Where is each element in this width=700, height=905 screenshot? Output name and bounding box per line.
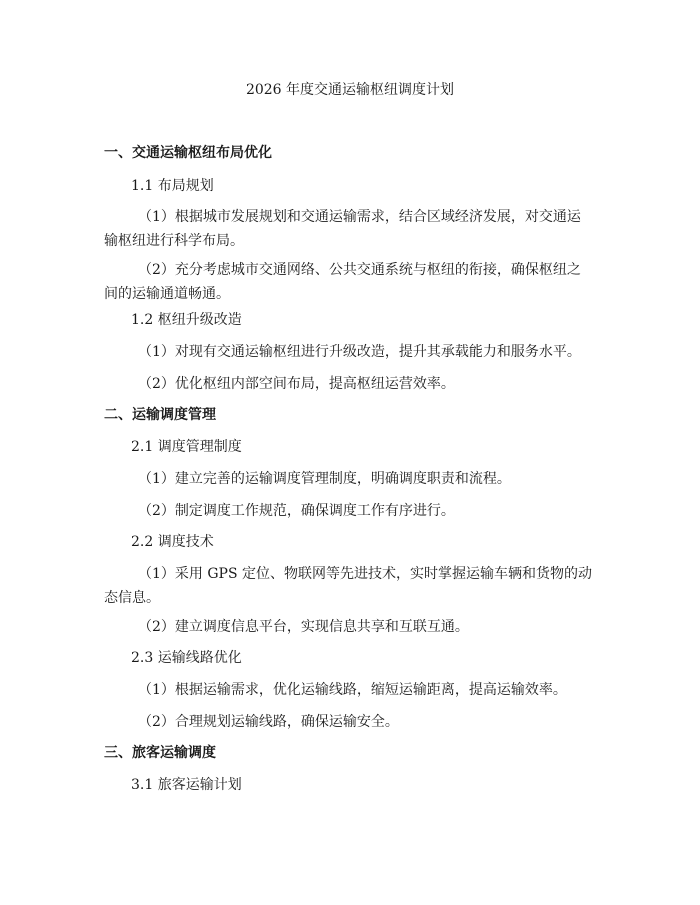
paragraph-1-2-2: （2）优化枢纽内部空间布局，提高枢纽运营效率。 bbox=[138, 376, 455, 392]
subsection-heading-1-2: 1.2 枢纽升级改造 bbox=[131, 312, 242, 328]
paragraph-2-2-2: （2）建立调度信息平台，实现信息共享和互联互通。 bbox=[138, 619, 469, 635]
section-heading-3: 三、旅客运输调度 bbox=[104, 745, 216, 761]
subsection-heading-2-2: 2.2 调度技术 bbox=[131, 534, 214, 550]
paragraph-1-1-2: （2）充分考虑城市交通网络、公共交通系统与枢纽的衔接，确保枢纽之间的运输通道畅通。 bbox=[104, 262, 581, 302]
paragraph-2-2-1: （1）采用 GPS 定位、物联网等先进技术，实时掌握运输车辆和货物的动态信息。 bbox=[104, 566, 593, 606]
paragraph-2-1-1: （1）建立完善的运输调度管理制度，明确调度职责和流程。 bbox=[138, 471, 511, 487]
paragraph-2-3-1: （1）根据运输需求，优化运输线路，缩短运输距离，提高运输效率。 bbox=[138, 682, 567, 698]
paragraph-2-3-2: （2）合理规划运输线路，确保运输安全。 bbox=[138, 714, 399, 730]
section-heading-2: 二、运输调度管理 bbox=[104, 407, 216, 423]
paragraph-1-1-1: （1）根据城市发展规划和交通运输需求，结合区域经济发展，对交通运输枢纽进行科学布局。 bbox=[104, 209, 581, 249]
subsection-heading-2-1: 2.1 调度管理制度 bbox=[131, 439, 242, 455]
paragraph-2-1-2: （2）制定调度工作规范，确保调度工作有序进行。 bbox=[138, 503, 455, 519]
section-heading-1: 一、交通运输枢纽布局优化 bbox=[104, 145, 272, 161]
subsection-heading-1-1: 1.1 布局规划 bbox=[131, 178, 214, 194]
paragraph-1-2-1: （1）对现有交通运输枢纽进行升级改造，提升其承载能力和服务水平。 bbox=[138, 344, 581, 360]
subsection-heading-3-1: 3.1 旅客运输计划 bbox=[131, 777, 242, 793]
subsection-heading-2-3: 2.3 运输线路优化 bbox=[131, 650, 242, 666]
document-title: 2026 年度交通运输枢纽调度计划 bbox=[245, 82, 455, 98]
